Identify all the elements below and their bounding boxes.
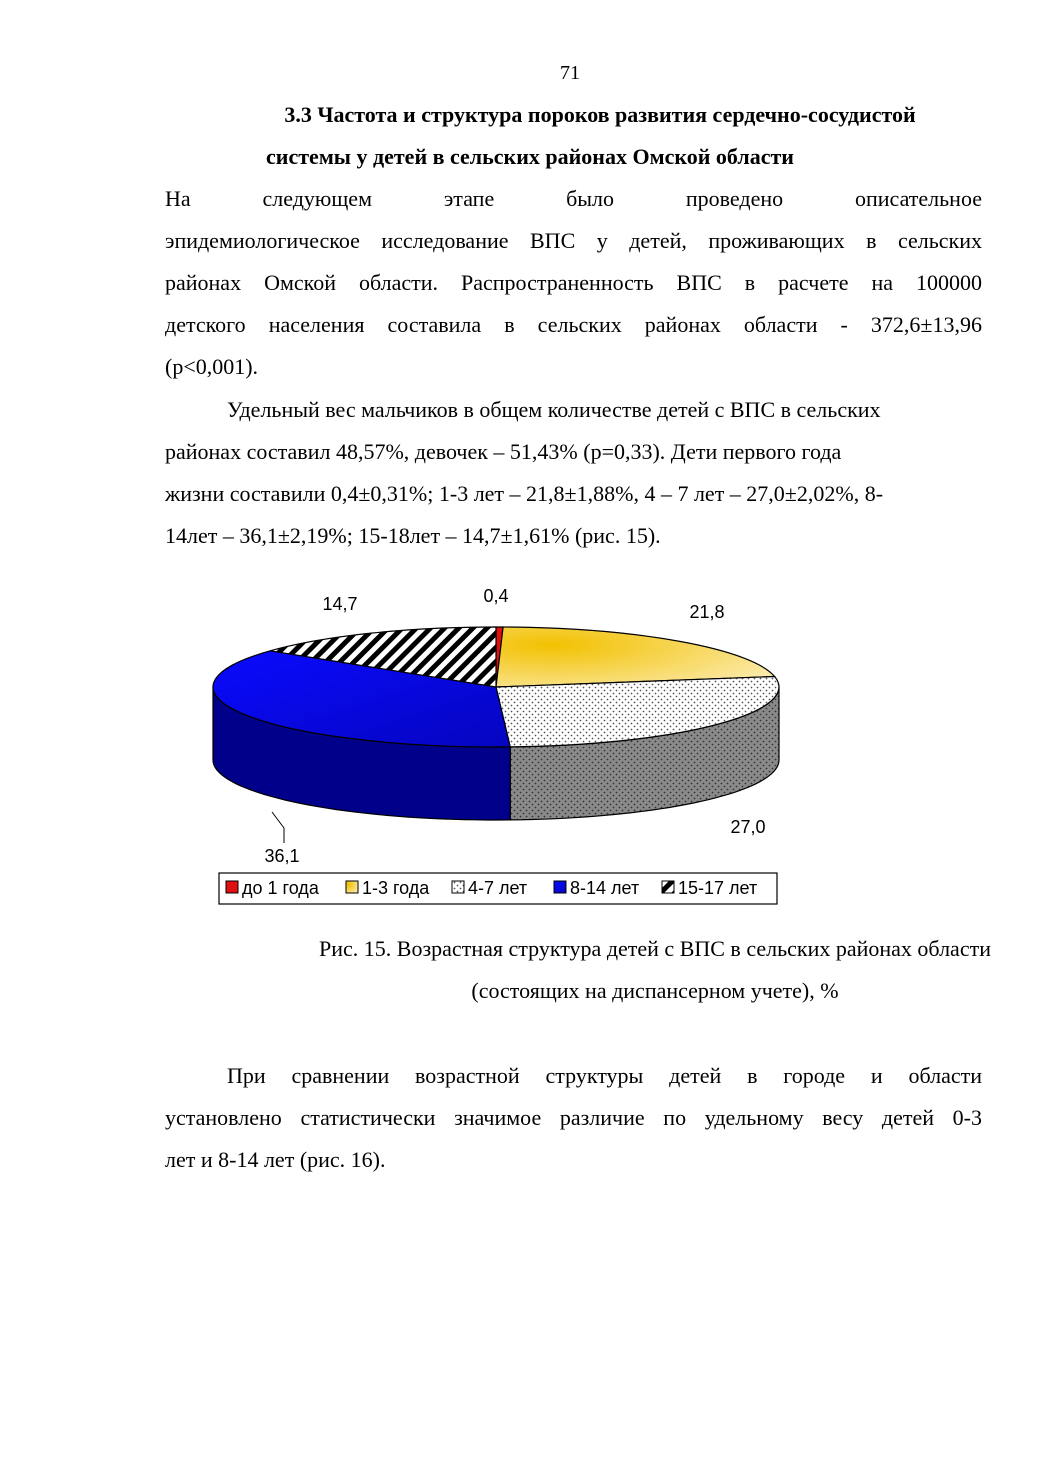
pie-chart bbox=[0, 560, 1040, 920]
leader-line bbox=[272, 812, 284, 843]
legend-entry-under-1: до 1 года bbox=[242, 878, 319, 898]
paragraph-2 bbox=[165, 389, 982, 557]
paragraph-line: (p<0,001). bbox=[165, 354, 259, 379]
figure-caption bbox=[165, 928, 1040, 1012]
paragraph-3 bbox=[165, 1055, 982, 1181]
paragraph-line: эпидемиологическое исследование ВПС у детей, проживающих в сельских bbox=[165, 228, 982, 253]
pie-top bbox=[213, 627, 779, 747]
paragraph-line: 14лет – 36,1±2,19%; 15-18лет – 14,7±1,61% (рис. 15). bbox=[165, 523, 661, 548]
legend-entry-4-7: 4-7 лет bbox=[468, 878, 528, 898]
data-label-4-7: 27,0 bbox=[730, 817, 766, 837]
data-label-15-17: 14,7 bbox=[322, 594, 358, 614]
paragraph-line: районах составил 48,57%, девочек – 51,43% (p=0,33). Дети первого года bbox=[165, 439, 842, 464]
caption-line-1: Рис. 15. Возрастная структура детей с ВПС в сельских районах области bbox=[319, 936, 991, 961]
legend-entry-15-17: 15-17 лет bbox=[678, 878, 758, 898]
chart-legend bbox=[219, 873, 777, 904]
paragraph-line: жизни составили 0,4±0,31%; 1-3 лет – 21,8±1,88%, 4 – 7 лет – 27,0±2,02%, 8- bbox=[165, 481, 884, 506]
paragraph-1 bbox=[165, 178, 982, 388]
legend-swatch-15-17 bbox=[662, 881, 674, 893]
paragraph-line: детского населения составила в сельских районах области - 372,6±13,96 bbox=[165, 312, 982, 337]
legend-swatch-under-1 bbox=[226, 881, 238, 893]
paragraph-line: При сравнении возрастной структуры детей в городе и области bbox=[227, 1063, 982, 1088]
section-heading-line-2: системы у детей в сельских районах Омской области bbox=[266, 144, 794, 169]
section-heading-line-1: 3.3 Частота и структура пороков развития сердечно-сосудистой bbox=[284, 102, 916, 127]
data-label-under-1: 0,4 bbox=[483, 586, 509, 606]
paragraph-line: районах Омской области. Распространенность ВПС в расчете на 100000 bbox=[165, 270, 982, 295]
legend-entry-8-14: 8-14 лет bbox=[570, 878, 640, 898]
legend-swatch-8-14 bbox=[554, 881, 566, 893]
data-label-8-14: 36,1 bbox=[264, 846, 300, 866]
paragraph-line: установлено статистически значимое различие по удельному весу детей 0-3 bbox=[165, 1105, 982, 1130]
paragraph-line: лет и 8-14 лет (рис. 16). bbox=[165, 1147, 386, 1172]
page-number: 71 bbox=[560, 62, 580, 84]
legend-entry-1-3: 1-3 года bbox=[362, 878, 430, 898]
paragraph-line: Удельный вес мальчиков в общем количестве детей с ВПС в сельских bbox=[227, 397, 881, 422]
caption-line-2: (состоящих на диспансерном учете), % bbox=[471, 978, 839, 1003]
legend-swatch-1-3 bbox=[346, 881, 358, 893]
paragraph-line: На следующем этапе было проведено описательное bbox=[165, 186, 982, 211]
legend-swatch-4-7 bbox=[452, 881, 464, 893]
data-label-1-3: 21,8 bbox=[689, 602, 725, 622]
